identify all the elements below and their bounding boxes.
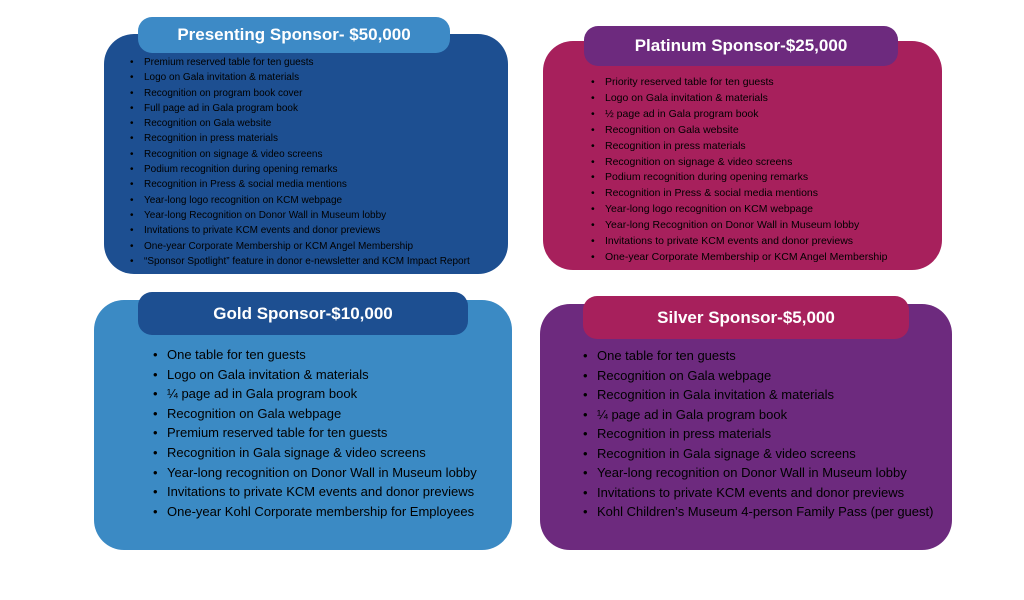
- benefit-item: • Year-long Recognition on Donor Wall in Museum lobby: [130, 208, 470, 223]
- benefit-item: • Year-long Recognition on Donor Wall in Museum lobby: [591, 218, 887, 234]
- benefit-item: • Recognition in Gala signage & video screens: [153, 443, 477, 463]
- benefit-item: • Recognition in Press & social media mentions: [130, 177, 470, 192]
- presenting-sponsor-title: Presenting Sponsor- $50,000: [138, 17, 450, 53]
- benefit-item: • Recognition in Press & social media mentions: [591, 186, 887, 202]
- benefit-item: • Recognition on Gala website: [130, 116, 470, 131]
- benefit-item: • One-year Kohl Corporate membership for Employees: [153, 502, 477, 522]
- benefit-item: • Logo on Gala invitation & materials: [130, 70, 470, 85]
- benefit-item: • Recognition on signage & video screens: [130, 147, 470, 162]
- silver-benefits-list: [583, 346, 933, 522]
- benefit-item: • Year-long recognition on Donor Wall in Museum lobby: [583, 463, 933, 483]
- benefit-item: • Recognition in press materials: [130, 131, 470, 146]
- benefit-item: • Recognition in Gala signage & video screens: [583, 444, 933, 464]
- benefit-item: • Invitations to private KCM events and donor previews: [583, 483, 933, 503]
- silver-sponsor-title: Silver Sponsor-$5,000: [583, 296, 909, 339]
- benefit-item: • Full page ad in Gala program book: [130, 101, 470, 116]
- benefit-item: • Recognition on signage & video screens: [591, 155, 887, 171]
- benefit-item: • Logo on Gala invitation & materials: [153, 365, 477, 385]
- benefit-item: • Invitations to private KCM events and donor previews: [130, 223, 470, 238]
- benefit-item: • Recognition on Gala webpage: [153, 404, 477, 424]
- benefit-item: • Premium reserved table for ten guests: [153, 423, 477, 443]
- benefit-item: • Recognition on Gala webpage: [583, 366, 933, 386]
- benefit-item: • One table for ten guests: [583, 346, 933, 366]
- benefit-item: • Year-long logo recognition on KCM webpage: [130, 193, 470, 208]
- benefit-item: • Podium recognition during opening remarks: [591, 170, 887, 186]
- benefit-item: • Premium reserved table for ten guests: [130, 55, 470, 70]
- benefit-item: • Recognition on program book cover: [130, 86, 470, 101]
- presenting-benefits-list: [130, 55, 470, 269]
- benefit-item: • Kohl Children’s Museum 4-person Family Pass (per guest): [583, 502, 933, 522]
- gold-sponsor-title: Gold Sponsor-$10,000: [138, 292, 468, 335]
- benefit-item: • ¼ page ad in Gala program book: [153, 384, 477, 404]
- benefit-item: • ½ page ad in Gala program book: [591, 107, 887, 123]
- benefit-item: • Year-long recognition on Donor Wall in Museum lobby: [153, 463, 477, 483]
- benefit-item: • ¼ page ad in Gala program book: [583, 405, 933, 425]
- benefit-item: • One-year Corporate Membership or KCM Angel Membership: [130, 239, 470, 254]
- benefit-item: • “Sponsor Spotlight” feature in donor e-newsletter and KCM Impact Report: [130, 254, 470, 269]
- benefit-item: • Invitations to private KCM events and donor previews: [591, 234, 887, 250]
- benefit-item: • Podium recognition during opening remarks: [130, 162, 470, 177]
- benefit-item: • One table for ten guests: [153, 345, 477, 365]
- benefit-item: • Recognition in press materials: [591, 139, 887, 155]
- benefit-item: • One-year Corporate Membership or KCM Angel Membership: [591, 250, 887, 266]
- platinum-benefits-list: [591, 75, 887, 266]
- benefit-item: • Year-long logo recognition on KCM webpage: [591, 202, 887, 218]
- benefit-item: • Recognition on Gala website: [591, 123, 887, 139]
- platinum-sponsor-title: Platinum Sponsor-$25,000: [584, 26, 898, 66]
- benefit-item: • Recognition in Gala invitation & materials: [583, 385, 933, 405]
- benefit-item: • Logo on Gala invitation & materials: [591, 91, 887, 107]
- benefit-item: • Priority reserved table for ten guests: [591, 75, 887, 91]
- gold-benefits-list: [153, 345, 477, 521]
- benefit-item: • Invitations to private KCM events and donor previews: [153, 482, 477, 502]
- benefit-item: • Recognition in press materials: [583, 424, 933, 444]
